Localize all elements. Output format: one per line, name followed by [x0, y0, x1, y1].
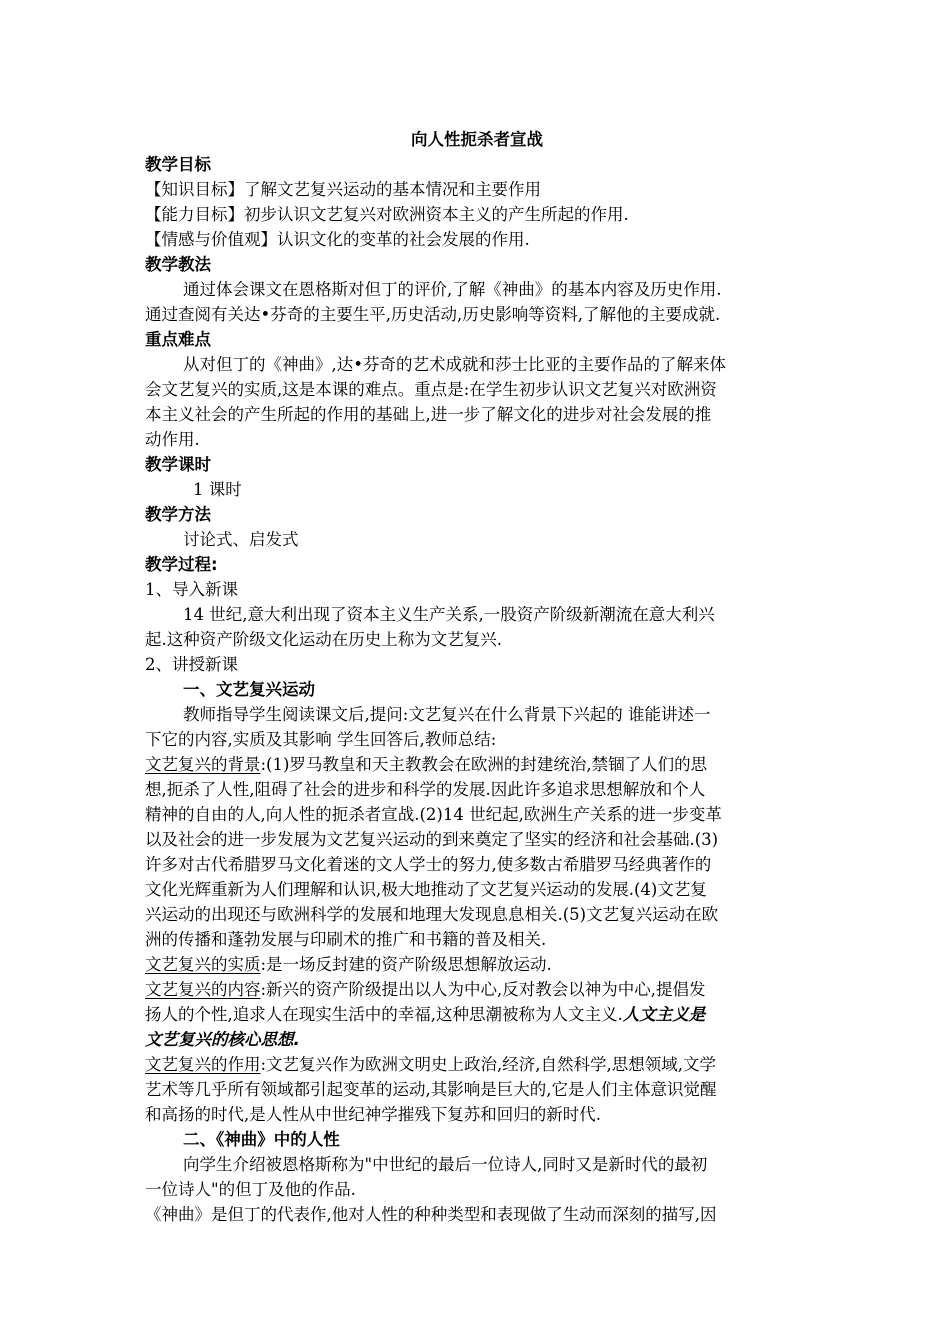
key-line-2: 会文艺复兴的实质,这是本课的难点。重点是:在学生初步认识文艺复兴对欧洲资	[145, 380, 717, 399]
method-line-1: 通过体会课文在恩格斯对但丁的评价,了解《神曲》的基本内容及历史作用.	[183, 280, 722, 299]
key-line-1: 从对但丁的《神曲》,达•芬奇的艺术成就和莎士比亚的主要作品的了解来体	[183, 355, 726, 374]
background-line-5: 许多对古代希腊罗马文化着迷的文人学士的努力,使多数古希腊罗马经典著作的	[145, 855, 712, 874]
content-line-1	[145, 977, 809, 1002]
method-line-2: 通过查阅有关达•芬奇的主要生平,历史活动,历史影响等资料,了解他的主要成就.	[145, 305, 721, 324]
goal-knowledge: 【知识目标】了解文艺复兴运动的基本情况和主要作用	[145, 180, 541, 199]
section-2-line-3: 《神曲》是但丁的代表作,他对人性的种种类型和表现做了生动而深刻的描写,因	[145, 1205, 717, 1224]
method-heading: 教学教法	[145, 255, 211, 274]
effect-line-2: 艺术等几乎所有领域都引起变革的运动,其影响是巨大的,它是人们主体意识觉醒	[145, 1080, 717, 1099]
content-line-2	[145, 1002, 809, 1027]
background-line-8: 洲的传播和蓬勃发展与印刷术的推广和书籍的普及相关.	[145, 930, 547, 949]
step-1: 1、导入新课	[145, 580, 238, 599]
effect-line-3: 和高扬的时代,是人性从中世纪神学摧残下复苏和回归的新时代.	[145, 1105, 601, 1124]
section-1-heading: 一、文艺复兴运动	[183, 680, 315, 699]
section-2-line-2: 一位诗人"的但丁及他的作品.	[145, 1180, 356, 1199]
key-line-3: 本主义社会的产生所起的作用的基础上,进一步了解文化的进步对社会发展的推	[145, 405, 712, 424]
background-line-7: 兴运动的出现还与欧洲科学的发展和地理大发现息息相关.(5)文艺复兴运动在欧	[145, 905, 719, 924]
key-line-4: 动作用.	[145, 430, 200, 449]
content-emphasis-2: 文艺复兴的核心思想.	[145, 1030, 300, 1049]
document-title: 向人性扼杀者宣战	[411, 130, 543, 149]
effect-line-1	[145, 1052, 809, 1077]
content-label: 文艺复兴的内容	[145, 980, 261, 999]
section-2-line-1: 向学生介绍被恩格斯称为"中世纪的最后一位诗人,同时又是新时代的最初	[183, 1155, 708, 1174]
background-line-1	[145, 752, 809, 777]
content-text-1: :新兴的资产阶级提出以人为中心,反对教会以神为中心,提倡发	[260, 980, 706, 999]
effect-text-1: :文艺复兴作为欧洲文明史上政治,经济,自然科学,思想领域,文学	[260, 1055, 717, 1074]
background-line-3: 精神的自由的人,向人性的扼杀者宣战.(2)14 世纪起,欧洲生产关系的进一步变革	[145, 805, 722, 824]
approach-value: 讨论式、启发式	[183, 530, 299, 549]
intro-line-2: 起.这种资产阶级文化运动在历史上称为文艺复兴.	[145, 630, 502, 649]
intro-line-1: 14 世纪,意大利出现了资本主义生产关系,一股资产阶级新潮流在意大利兴	[183, 605, 715, 624]
effect-label: 文艺复兴的作用	[145, 1055, 261, 1074]
essence-line	[145, 952, 809, 977]
essence-text: :是一场反封建的资产阶级思想解放运动.	[260, 955, 552, 974]
background-text-1: :(1)罗马教皇和天主教教会在欧洲的封建统治,禁锢了人们的思	[260, 755, 708, 774]
approach-heading: 教学方法	[145, 505, 211, 524]
process-heading: 教学过程:	[145, 555, 218, 574]
background-line-2: 想,扼杀了人性,阻碍了社会的进步和科学的发展.因此许多追求思想解放和个人	[145, 780, 706, 799]
goal-ability: 【能力目标】初步认识文艺复兴对欧洲资本主义的产生所起的作用.	[145, 205, 629, 224]
hours-value: 1 课时	[193, 480, 242, 499]
goals-heading: 教学目标	[145, 155, 211, 174]
content-emphasis-1: 人文主义是	[622, 1005, 706, 1024]
section-1-line-1: 教师指导学生阅读课文后,提问:文艺复兴在什么背景下兴起的 谁能讲述一	[183, 705, 711, 724]
content-text-2: 扬人的个性,追求人在现实生活中的幸福,这种思潮被称为人文主义.	[145, 1005, 623, 1024]
hours-heading: 教学课时	[145, 455, 211, 474]
essence-label: 文艺复兴的实质	[145, 955, 261, 974]
section-2-heading: 二、《神曲》中的人性	[183, 1130, 340, 1149]
step-2: 2、讲授新课	[145, 655, 238, 674]
background-line-4: 以及社会的进一步发展为文艺复兴运动的到来奠定了坚实的经济和社会基础.(3)	[145, 830, 719, 849]
goal-emotion: 【情感与价值观】认识文化的变革的社会发展的作用.	[145, 230, 530, 249]
section-1-line-2: 下它的内容,实质及其影响 学生回答后,教师总结:	[145, 730, 497, 749]
background-label: 文艺复兴的背景	[145, 755, 261, 774]
background-line-6: 文化光辉重新为人们理解和认识,极大地推动了文艺复兴运动的发展.(4)文艺复	[145, 880, 707, 899]
key-heading: 重点难点	[145, 330, 211, 349]
